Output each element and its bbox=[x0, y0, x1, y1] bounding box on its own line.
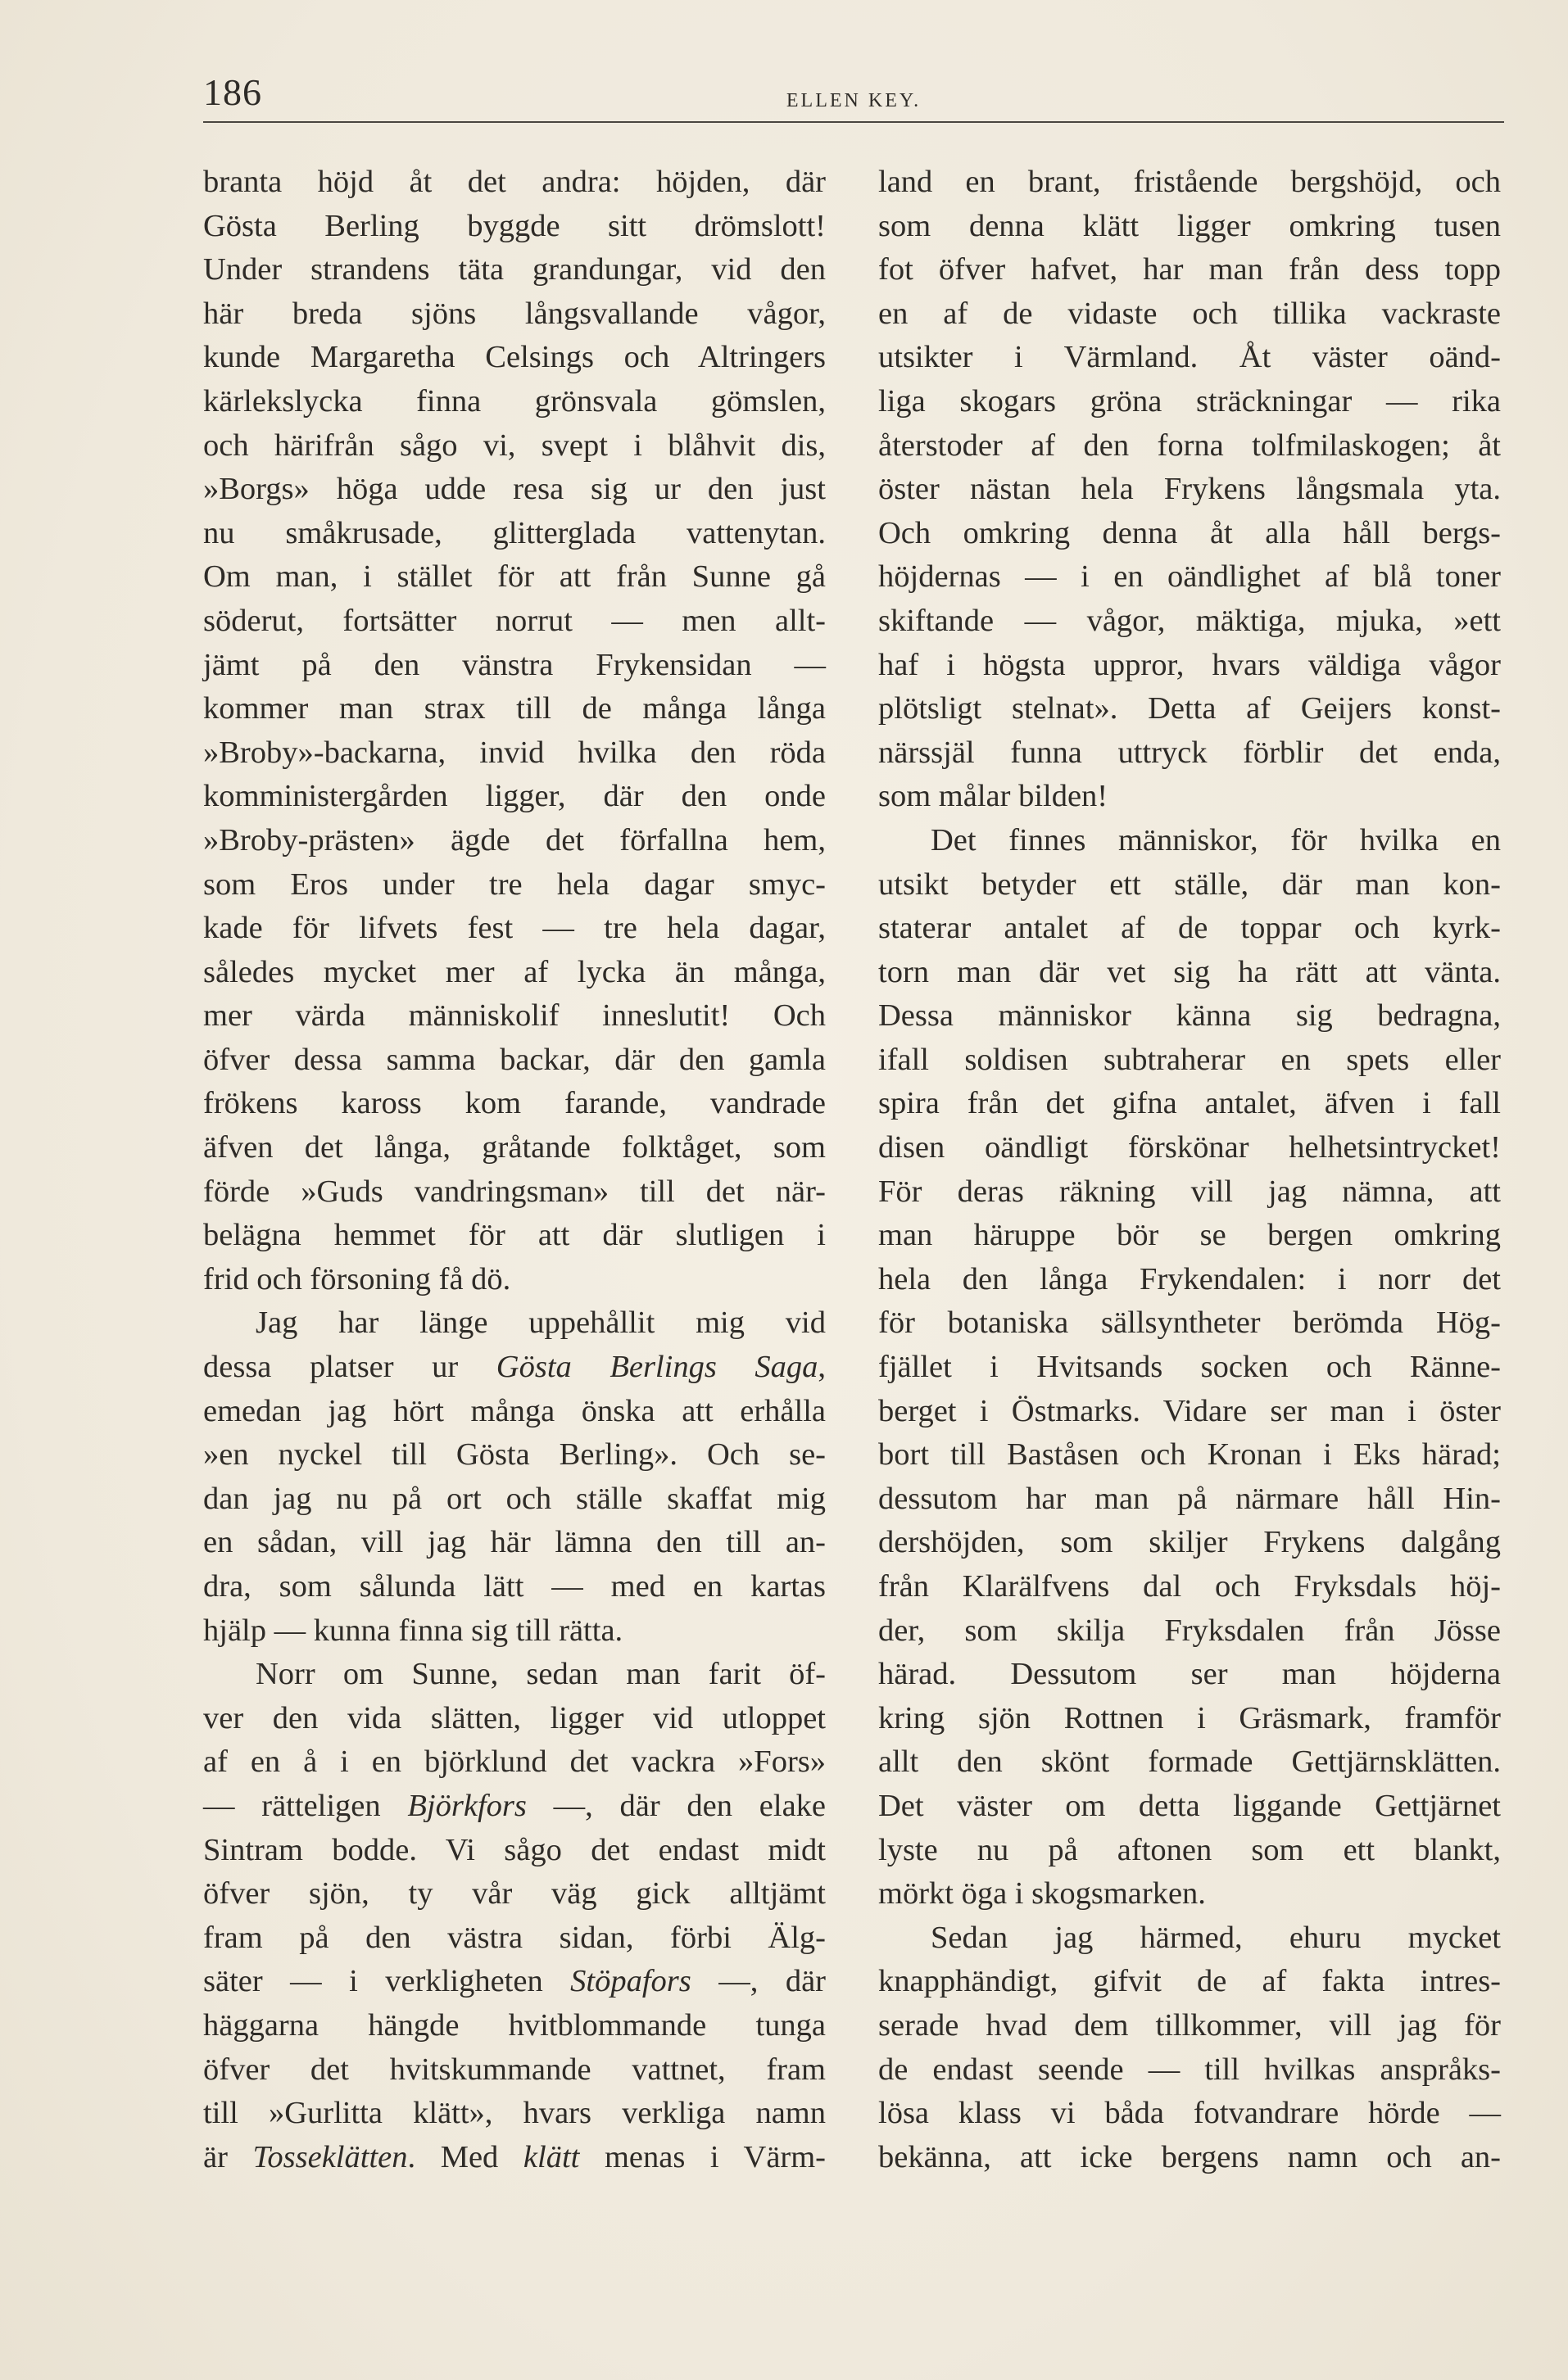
text-segment: mörkt öga i skogsmarken. bbox=[878, 1876, 1206, 1912]
text-line bbox=[203, 248, 826, 292]
italic-text: Björkfors bbox=[407, 1788, 527, 1823]
text-segment: berget i Östmarks. Vidare ser man i öster bbox=[878, 1393, 1501, 1428]
text-segment: plötsligt stelnat». Detta af Geijers konst- bbox=[878, 691, 1501, 726]
text-segment: — rätteligen bbox=[203, 1788, 408, 1823]
text-line bbox=[203, 1785, 826, 1829]
text-segment: , bbox=[818, 1350, 826, 1385]
text-line bbox=[878, 555, 1501, 600]
text-line bbox=[203, 1521, 826, 1565]
text-segment: dessutom har man på närmare håll Hin- bbox=[878, 1481, 1501, 1516]
text-segment: frid och försoning få dö. bbox=[203, 1261, 511, 1296]
text-segment: —, där bbox=[691, 1964, 826, 1999]
text-line bbox=[203, 1960, 826, 2004]
text-segment: »en nyckel till Gösta Berling». Och se- bbox=[203, 1437, 826, 1473]
text-segment: kade för lifvets fest — tre hela dagar, bbox=[203, 911, 826, 946]
text-line bbox=[878, 380, 1501, 424]
header-rule bbox=[203, 121, 1504, 123]
text-segment: från Klarälfvens dal och Fryksdals höj- bbox=[878, 1569, 1501, 1604]
text-segment: Sintram bodde. Vi sågo det endast midt bbox=[203, 1832, 826, 1867]
text-segment: Det finnes människor, för hvilka en bbox=[931, 822, 1501, 857]
text-segment: söderut, fortsätter norrut — men allt- bbox=[203, 603, 826, 638]
text-segment: »Broby»-backarna, invid hvilka den röda bbox=[203, 735, 826, 770]
text-segment: bekänna, att icke bergens namn och an- bbox=[878, 2139, 1501, 2174]
text-segment: serade hvad dem tillkommer, vill jag för bbox=[878, 2007, 1501, 2043]
text-line bbox=[203, 292, 826, 337]
text-line bbox=[203, 2136, 826, 2180]
text-line bbox=[878, 1785, 1501, 1829]
text-segment: häggarna hängde hvitblommande tunga bbox=[203, 2007, 826, 2043]
text-line bbox=[878, 2136, 1501, 2180]
text-line bbox=[878, 336, 1501, 380]
text-segment: mer värda människolif inneslutit! Och bbox=[203, 998, 826, 1034]
text-segment: öfver det hvitskummande vattnet, fram bbox=[203, 2052, 826, 2087]
text-segment: lösa klass vi båda fotvandrare hörde — bbox=[878, 2096, 1501, 2131]
text-segment: som denna klätt ligger omkring tusen bbox=[878, 208, 1501, 243]
text-segment: nu småkrusade, glitterglada vattenytan. bbox=[203, 515, 826, 550]
text-line bbox=[878, 994, 1501, 1038]
text-segment: de endast seende — till hvilkas anspråks- bbox=[878, 2052, 1501, 2087]
text-line bbox=[878, 775, 1501, 819]
text-line bbox=[203, 424, 826, 468]
text-segment: bort till Baståsen och Kronan i Eks härad; bbox=[878, 1437, 1501, 1473]
text-line bbox=[203, 1082, 826, 1126]
text-line bbox=[203, 863, 826, 907]
text-segment: hela den långa Frykendalen: i norr det bbox=[878, 1261, 1501, 1296]
text-segment: härad. Dessutom ser man höjderna bbox=[878, 1657, 1501, 1692]
text-segment: emedan jag hört många önska att erhålla bbox=[203, 1393, 826, 1428]
text-segment: disen oändligt förskönar helhetsintrycket! bbox=[878, 1130, 1501, 1165]
text-line bbox=[878, 2092, 1501, 2136]
text-segment: kärlekslycka finna grönsvala gömslen, bbox=[203, 383, 826, 419]
text-segment: öfver sjön, ty vår väg gick alltjämt bbox=[203, 1876, 826, 1912]
text-line bbox=[203, 380, 826, 424]
text-line bbox=[203, 1038, 826, 1083]
text-segment: ver den vida slätten, ligger vid utloppet bbox=[203, 1700, 826, 1735]
text-line bbox=[203, 1872, 826, 1916]
text-line bbox=[878, 819, 1501, 863]
text-segment: der, som skilja Fryksdalen från Jösse bbox=[878, 1613, 1501, 1648]
text-line bbox=[203, 731, 826, 776]
running-head bbox=[203, 66, 1504, 123]
text-line bbox=[878, 1433, 1501, 1477]
text-line bbox=[878, 1653, 1501, 1697]
text-segment: komministergården ligger, där den onde bbox=[203, 779, 826, 814]
text-segment: jämt på den vänstra Frykensidan — bbox=[203, 647, 826, 682]
text-segment: utsikter i Värmland. Åt väster oänd- bbox=[878, 340, 1501, 375]
text-segment: ifall soldisen subtraherar en spets eller bbox=[878, 1042, 1501, 1077]
text-line bbox=[878, 1346, 1501, 1390]
italic-text: klätt bbox=[523, 2139, 580, 2174]
text-segment: dan jag nu på ort och ställe skaffat mig bbox=[203, 1481, 826, 1516]
text-segment: äfven det långa, gråtande folktåget, som bbox=[203, 1130, 826, 1165]
text-line bbox=[203, 1477, 826, 1522]
text-line bbox=[878, 1872, 1501, 1916]
text-line bbox=[203, 161, 826, 205]
text-segment: fot öfver hafvet, har man från dess topp bbox=[878, 252, 1501, 287]
text-segment: fram på den västra sidan, förbi Älg- bbox=[203, 1920, 826, 1955]
text-line bbox=[203, 1214, 826, 1258]
text-line bbox=[878, 205, 1501, 249]
text-segment: fjället i Hvitsands socken och Ränne- bbox=[878, 1350, 1501, 1385]
text-segment: här breda sjöns långsvallande vågor, bbox=[203, 296, 826, 331]
text-segment: frökens kaross kom farande, vandrade bbox=[203, 1086, 826, 1121]
text-segment: en af de vidaste och tillika vackraste bbox=[878, 296, 1501, 331]
text-segment: haf i högsta uppror, hvars väldiga vågor bbox=[878, 647, 1501, 682]
text-segment: man häruppe bör se bergen omkring bbox=[878, 1218, 1501, 1253]
text-segment: återstoder af den forna tolfmilaskogen; åt bbox=[878, 428, 1501, 463]
text-segment: För deras räkning vill jag nämna, att bbox=[878, 1174, 1501, 1209]
text-line bbox=[203, 1346, 826, 1390]
text-segment: Det väster om detta liggande Gettjärnet bbox=[878, 1788, 1501, 1823]
text-segment: »Borgs» höga udde resa sig ur den just bbox=[203, 472, 826, 507]
text-line bbox=[203, 1258, 826, 1302]
text-line bbox=[203, 819, 826, 863]
text-segment: höjdernas — i en oändlighet af blå toner bbox=[878, 559, 1501, 595]
text-line bbox=[878, 1609, 1501, 1654]
text-line bbox=[203, 1390, 826, 1434]
text-line bbox=[203, 512, 826, 556]
text-line bbox=[878, 1170, 1501, 1215]
text-segment: —, där den elake bbox=[526, 1788, 826, 1823]
text-line bbox=[878, 863, 1501, 907]
text-line bbox=[203, 205, 826, 249]
text-line bbox=[203, 1916, 826, 1961]
text-segment: af en å i en björklund det vackra »Fors» bbox=[203, 1744, 826, 1780]
text-segment: för botaniska sällsyntheter berömda Hög- bbox=[878, 1305, 1501, 1341]
text-segment: Dessa människor känna sig bedragna, bbox=[878, 998, 1501, 1034]
text-line bbox=[203, 1565, 826, 1609]
text-segment: kommer man strax till de många långa bbox=[203, 691, 826, 726]
italic-text: Stöpafors bbox=[570, 1964, 691, 1999]
text-segment: kunde Margaretha Celsings och Altringers bbox=[203, 340, 826, 375]
text-segment: liga skogars gröna sträckningar — rika bbox=[878, 383, 1501, 419]
text-line bbox=[878, 1390, 1501, 1434]
text-line bbox=[878, 1477, 1501, 1522]
text-segment: och härifrån sågo vi, svept i blåhvit dis, bbox=[203, 428, 826, 463]
text-segment: dershöjden, som skiljer Frykens dalgång bbox=[878, 1525, 1501, 1560]
left-text-column bbox=[203, 161, 826, 2179]
text-line bbox=[878, 731, 1501, 776]
text-segment: närssjäl funna uttryck förblir det enda, bbox=[878, 735, 1501, 770]
text-line bbox=[878, 161, 1501, 205]
text-segment: förde »Guds vandringsman» till det när- bbox=[203, 1174, 826, 1209]
text-line bbox=[203, 555, 826, 600]
text-line bbox=[878, 1829, 1501, 1873]
text-line bbox=[203, 994, 826, 1038]
text-segment: säter — i verkligheten bbox=[203, 1964, 571, 1999]
text-segment: spira från det gifna antalet, äfven i fall bbox=[878, 1086, 1501, 1121]
text-line bbox=[203, 951, 826, 995]
text-segment: Gösta Berling byggde sitt drömslott! bbox=[203, 208, 826, 243]
text-line bbox=[203, 1126, 826, 1170]
text-line bbox=[878, 1082, 1501, 1126]
text-segment: knapphändigt, gifvit de af fakta intres- bbox=[878, 1964, 1501, 1999]
text-line bbox=[878, 2004, 1501, 2048]
text-line bbox=[878, 1565, 1501, 1609]
text-segment: lyste nu på aftonen som ett blankt, bbox=[878, 1832, 1501, 1867]
text-segment: kring sjön Rottnen i Gräsmark, framför bbox=[878, 1700, 1501, 1735]
text-line bbox=[203, 600, 826, 644]
text-segment: utsikt betyder ett ställe, där man kon- bbox=[878, 866, 1501, 902]
text-line bbox=[878, 468, 1501, 512]
text-line bbox=[878, 292, 1501, 337]
text-segment: »Broby-prästen» ägde det förfallna hem, bbox=[203, 822, 826, 857]
text-line bbox=[878, 2048, 1501, 2093]
text-segment: dessa platser ur bbox=[203, 1350, 496, 1385]
text-line bbox=[878, 600, 1501, 644]
text-segment: Om man, i stället för att från Sunne gå bbox=[203, 559, 826, 595]
text-line bbox=[203, 1433, 826, 1477]
text-segment: menas i Värm- bbox=[579, 2139, 827, 2174]
text-line bbox=[203, 1653, 826, 1697]
text-segment: land en brant, fristående bergshöjd, och bbox=[878, 165, 1501, 199]
text-line bbox=[203, 687, 826, 731]
text-segment: . Med bbox=[407, 2139, 523, 2174]
text-line bbox=[203, 336, 826, 380]
text-segment: Jag har länge uppehållit mig vid bbox=[256, 1305, 826, 1341]
text-line bbox=[878, 1697, 1501, 1741]
italic-text: Tosseklätten bbox=[252, 2139, 408, 2174]
text-segment: allt den skönt formade Gettjärnsklätten. bbox=[878, 1744, 1501, 1780]
text-segment: belägna hemmet för att där slutligen i bbox=[203, 1218, 826, 1253]
text-segment: skiftande — vågor, mäktiga, mjuka, »ett bbox=[878, 603, 1501, 638]
text-line bbox=[878, 1126, 1501, 1170]
text-segment: öster nästan hela Frykens långsmala yta. bbox=[878, 472, 1501, 507]
text-line bbox=[203, 2004, 826, 2048]
text-segment: branta höjd åt det andra: höjden, där bbox=[203, 165, 826, 199]
text-line bbox=[203, 1609, 826, 1654]
text-segment: Och omkring denna åt alla håll bergs- bbox=[878, 515, 1501, 550]
text-line bbox=[203, 1829, 826, 1873]
text-line bbox=[878, 1301, 1501, 1346]
text-line bbox=[878, 907, 1501, 951]
text-line bbox=[878, 687, 1501, 731]
text-line bbox=[203, 644, 826, 688]
text-line bbox=[878, 512, 1501, 556]
text-line bbox=[203, 468, 826, 512]
text-line bbox=[203, 1170, 826, 1215]
text-line bbox=[878, 644, 1501, 688]
text-line bbox=[203, 2048, 826, 2093]
text-line bbox=[878, 1521, 1501, 1565]
text-line bbox=[878, 1740, 1501, 1785]
text-segment: torn man där vet sig ha rätt att vänta. bbox=[878, 954, 1501, 989]
text-segment: till »Gurlitta klätt», hvars verkliga namn bbox=[203, 2096, 826, 2131]
text-segment: staterar antalet af de toppar och kyrk- bbox=[878, 911, 1501, 946]
text-line bbox=[878, 424, 1501, 468]
text-segment: en sådan, vill jag här lämna den till an- bbox=[203, 1525, 826, 1560]
text-line bbox=[203, 907, 826, 951]
text-segment: dra, som sålunda lätt — med en kartas bbox=[203, 1569, 826, 1604]
text-line bbox=[878, 248, 1501, 292]
text-segment: således mycket mer af lycka än många, bbox=[203, 954, 826, 989]
text-line bbox=[203, 1301, 826, 1346]
text-line bbox=[203, 1697, 826, 1741]
text-line bbox=[878, 1916, 1501, 1961]
text-line bbox=[203, 2092, 826, 2136]
text-segment: som Eros under tre hela dagar smyc- bbox=[203, 866, 826, 902]
text-line bbox=[878, 1960, 1501, 2004]
page-number: 186 bbox=[203, 71, 262, 113]
text-segment: som målar bilden! bbox=[878, 779, 1108, 814]
text-line bbox=[878, 1038, 1501, 1083]
right-text-column bbox=[878, 161, 1501, 2179]
text-segment: Under strandens täta grandungar, vid den bbox=[203, 252, 826, 287]
text-segment: öfver dessa samma backar, där den gamla bbox=[203, 1042, 826, 1077]
text-line bbox=[203, 775, 826, 819]
text-segment: Sedan jag härmed, ehuru mycket bbox=[931, 1920, 1501, 1955]
text-line bbox=[878, 951, 1501, 995]
running-title: ELLEN KEY. bbox=[786, 90, 922, 111]
text-line bbox=[878, 1214, 1501, 1258]
text-line bbox=[203, 1740, 826, 1785]
text-line bbox=[878, 1258, 1501, 1302]
text-segment: Norr om Sunne, sedan man farit öf- bbox=[256, 1657, 826, 1692]
text-segment: är bbox=[203, 2139, 253, 2174]
italic-text: Gösta Berlings Saga bbox=[496, 1350, 818, 1385]
text-segment: hjälp — kunna finna sig till rätta. bbox=[203, 1613, 623, 1648]
